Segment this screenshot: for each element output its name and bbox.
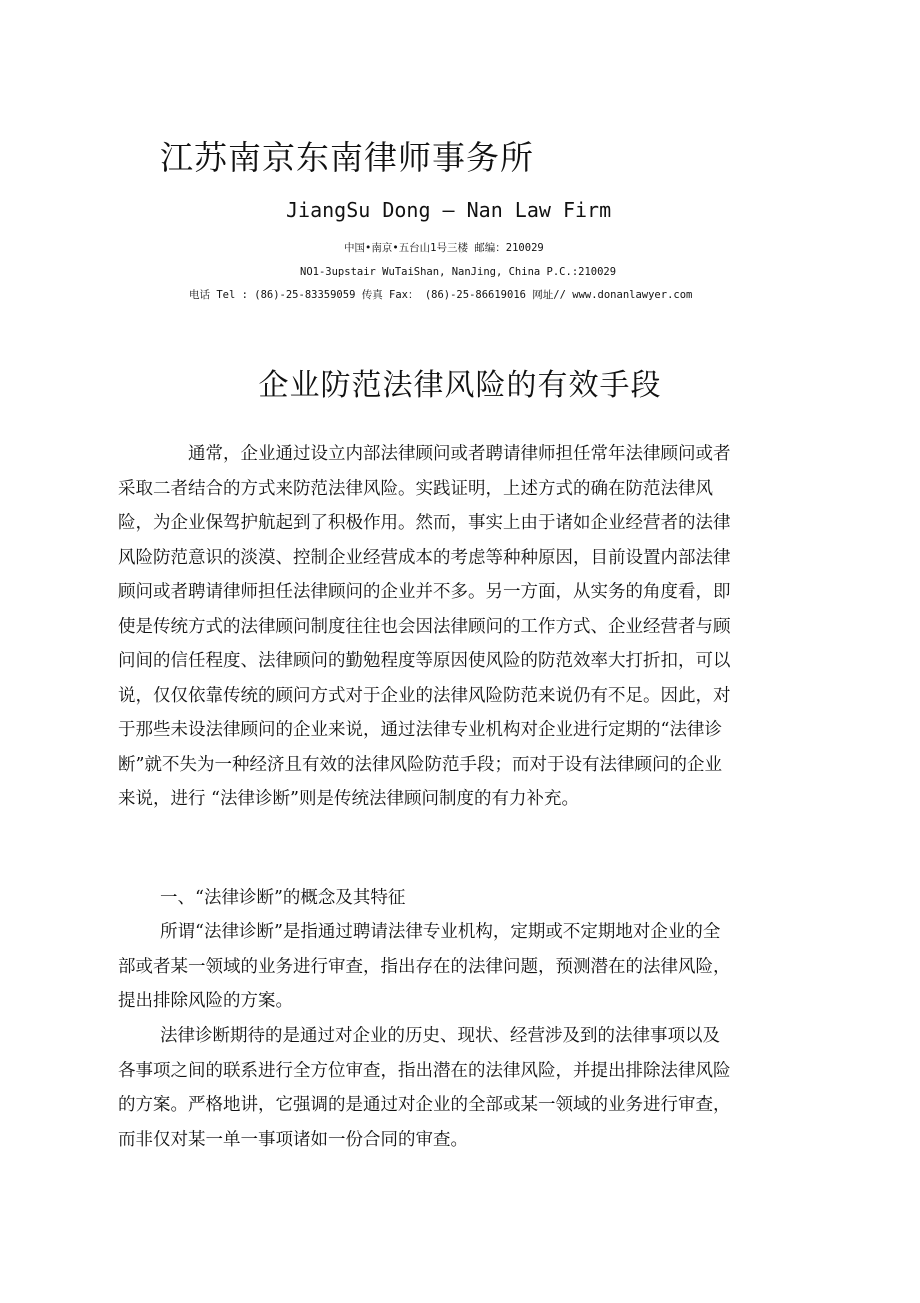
paragraph-text: 法律诊断期待的是通过对企业的历史、现状、经营涉及到的法律事项以及各事项之间的联系进行全方位审查，指出潜在的法律风险，并提出排除法律风险的方案。严格地讲，它强调的是通过对企业的全部或某一领域的业务进行审查，而非仅对某一单一事项诸如一份合同的审查。 <box>118 1026 731 1150</box>
body-paragraph-3 <box>118 1019 736 1157</box>
section-heading-1 <box>118 881 736 916</box>
address-en: NO1-3upstair WuTaiShan, NanJing, China P.C.:210029 <box>300 266 617 278</box>
firm-name-en: JiangSu Dong — Nan Law Firm <box>286 198 612 222</box>
body-paragraph-1 <box>118 437 736 817</box>
address-cn: 中国•南京•五台山1号三楼 邮编：210029 <box>344 242 544 254</box>
paragraph-text: 所谓“法律诊断”是指通过聘请法律专业机构，定期或不定期地对企业的全部或者某一领域的业务进行审查，指出存在的法律问题，预测潜在的法律风险，提出排除风险的方案。 <box>118 922 731 1011</box>
body-paragraph-2 <box>118 915 736 1019</box>
document-title: 企业防范法律风险的有效手段 <box>258 368 662 403</box>
firm-name-cn: 江苏南京东南律师事务所 <box>160 138 534 177</box>
paragraph-text: 通常，企业通过设立内部法律顾问或者聘请律师担任常年法律顾问或者采取二者结合的方式来防范法律风险。实践证明，上述方式的确在防范法律风险，为企业保驾护航起到了积极作用。然而，事实上由于诸如企业经营者的法律风险防范意识的淡漠、控制企业经营成本的考虑等种种原因，目前设置内部法律顾问或者聘请律师担任法律顾问的企业并不多。另一方面，从实务的角度看，即使是传统方式的法律顾问制度往往也会因法律顾问的工作方式、企业经营者与顾问间的信任程度、法律顾问的勤勉程度等原因使风险的防范效率大打折扣，可以说，仅仅依靠传统的顾问方式对于企业的法律风险防范来说仍有不足。因此，对于那些未设法律顾问的企业来说，通过法律专业机构对企业进行定期的“法律诊断”就不失为一种经济且有效的法律风险防范手段；而对于设有法律顾问的企业来说，进行 “法律诊断”则是传统法律顾问制度的有力补充。 <box>118 444 731 809</box>
contact-line: 电话 Tel : (86)-25-83359059 传真 Fax： (86)-25-86619016 网址// www.donanlawyer.com <box>189 289 693 301</box>
section-heading-text: 一、“法律诊断”的概念及其特征 <box>160 888 406 908</box>
